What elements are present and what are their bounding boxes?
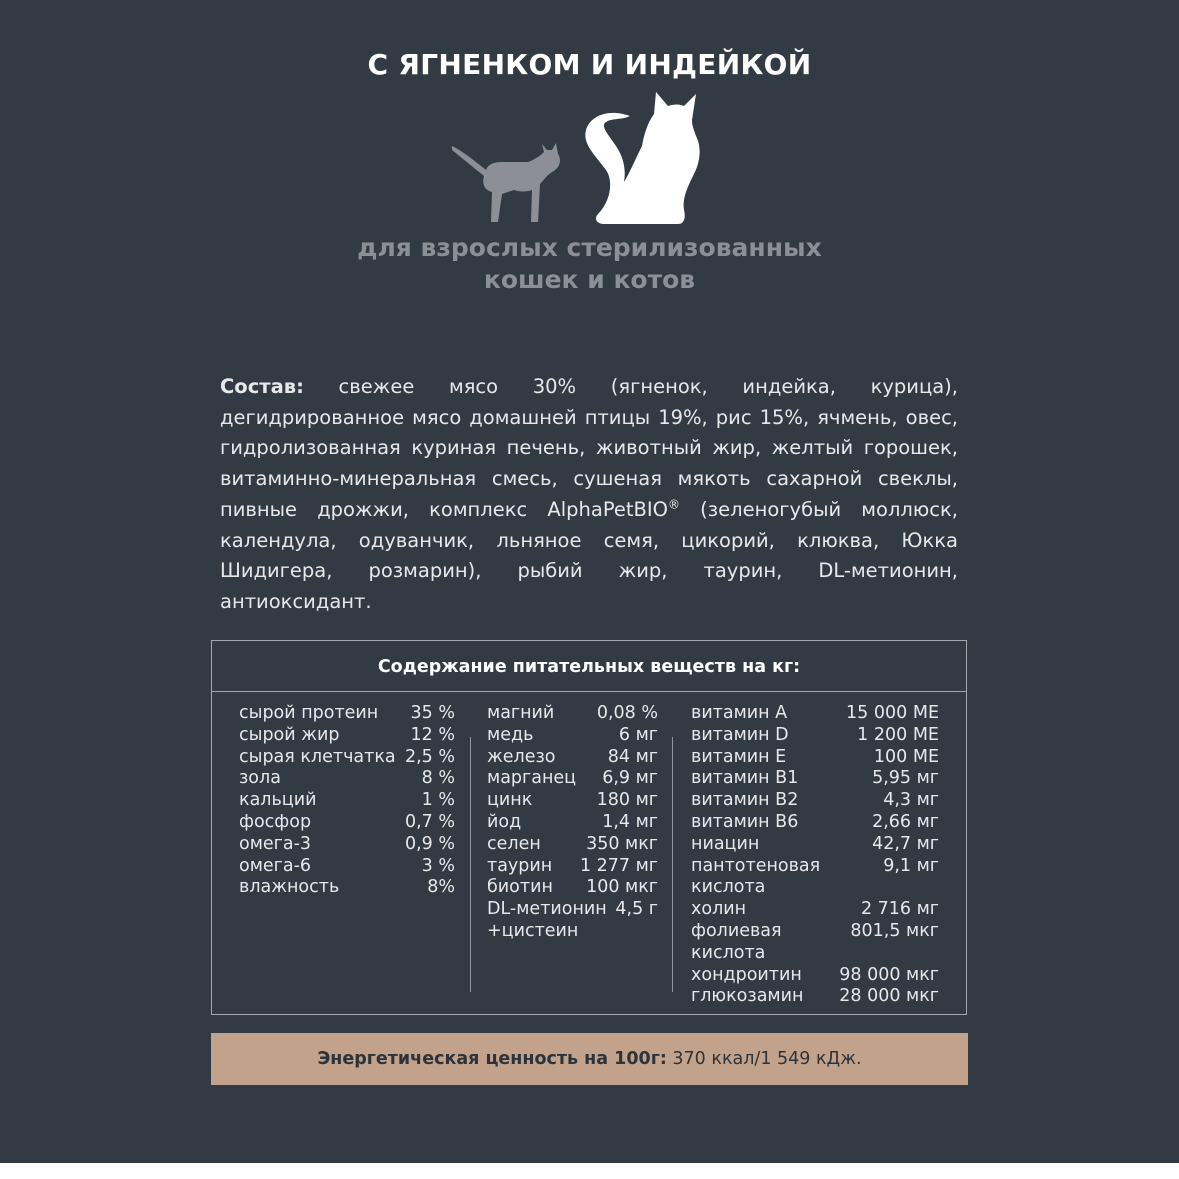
product-title: С ЯГНЕНКОМ И ИНДЕЙКОЙ [367,48,812,81]
column-divider-1 [470,737,471,992]
nutrient-value: 98 000 мкг [839,964,939,985]
cats-illustration [440,86,740,236]
nutrient-column-vitamins [691,703,939,1008]
nutrient-row [239,812,455,834]
nutrient-row [487,899,658,921]
nutrient-row [691,768,939,790]
nutrient-row [487,877,658,899]
nutrient-value: 8 % [421,768,455,789]
nutrient-name: хондроитин [691,964,802,985]
nutrient-name: витамин Е [691,746,787,767]
nutrient-name: кальций [239,790,317,811]
small-cat-silhouette-icon [452,143,560,222]
nutrient-row [691,703,939,725]
nutrient-row [487,921,658,943]
nutrient-value: 35 % [410,703,455,723]
nutrient-name: железо [487,746,556,767]
nutrient-row [487,790,658,812]
nutrient-value: 4,5 г [615,899,658,920]
nutrient-row [487,856,658,878]
nutrient-name: витамин B2 [691,790,799,811]
subtitle-line-2: кошек и котов [483,265,696,294]
nutrient-value: 1 % [421,790,455,811]
nutrient-name: кислота [691,877,766,898]
nutrient-value: 0,08 % [596,703,658,723]
nutrient-value: 8% [427,877,455,898]
nutrient-row [487,747,658,769]
nutrient-name: омега-6 [239,855,312,876]
energy-label: Энергетическая ценность на 100г: [317,1049,667,1069]
nutrient-row [691,899,939,921]
nutrient-name: медь [487,724,534,745]
nutrient-table [211,640,967,1015]
nutrient-value: 180 мг [596,790,658,811]
nutrient-column-minerals [487,703,658,943]
nutrient-row [691,921,939,943]
composition-body-2: (зеленогубый моллюск, календула, одуванчик, льняное семя, цикорий, клюква, Юкка Шидигера, розмарин), рыбий жир, таурин, DL-метионин, антиоксидант. [220,497,958,613]
nutrient-value: 0,7 % [404,811,455,832]
nutrient-name: магний [487,703,555,723]
nutrient-value: 28 000 мкг [839,986,939,1007]
nutrient-row [691,834,939,856]
nutrient-name: витамин А [691,703,788,723]
nutrient-value: 12 % [410,724,455,745]
nutrient-row [691,725,939,747]
nutrient-name: фосфор [239,811,312,832]
nutrient-row [239,790,455,812]
nutrient-name: йод [487,811,522,832]
nutrient-name: таурин [487,855,553,876]
nutrient-name: сырая клетчатка [239,746,396,767]
nutrient-name: влажность [239,877,340,898]
nutrient-name: селен [487,833,541,854]
nutrient-value: 42,7 мг [872,833,939,854]
nutrient-row [691,747,939,769]
composition-label: Состав: [220,375,304,398]
nutrient-name: холин [691,899,747,920]
nutrient-value: 1 200 МЕ [857,724,939,745]
nutrient-value: 2,5 % [404,746,455,767]
large-cat-silhouette-icon [585,92,699,224]
nutrient-row [239,856,455,878]
nutrient-value: 100 МЕ [873,746,939,767]
nutrient-name: фолиевая [691,920,782,941]
nutrient-value: 350 мкг [586,833,658,854]
nutrient-value: 6,9 мг [602,768,658,789]
composition-body-1: свежее мясо 30% (ягненок, индейка, курица), дегидрированное мясо домашней птицы 19%, рис 15%, ячмень, овес, гидролизованная куриная печень, животный жир, желтый горошек, витаминно-минеральная смесь, сушеная мякоть сахарной свеклы, пивные дрожжи, комплекс AlphaPetBIO [220,375,958,521]
nutrient-row [487,703,658,725]
nutrient-row [691,856,939,878]
nutrient-name: витамин B6 [691,811,799,832]
nutrient-value: 2 716 мг [860,899,939,920]
nutrient-name: сырой протеин [239,703,379,723]
nutrient-name: витамин B1 [691,768,799,789]
nutrient-value: 4,3 мг [883,790,939,811]
nutrient-name: омега-3 [239,833,312,854]
nutrient-row [239,747,455,769]
nutrient-row [691,943,939,965]
nutrient-name: пантотеновая [691,855,821,876]
target-audience [0,232,1179,296]
nutrient-value: 1,4 мг [602,811,658,832]
registered-mark: ® [668,497,681,512]
nutrient-name: сырой жир [239,724,340,745]
nutrient-value: 5,95 мг [872,768,939,789]
composition-text [220,372,958,618]
nutrient-value: 1 277 мг [579,855,658,876]
nutrient-row [239,725,455,747]
nutrient-row [691,812,939,834]
nutrient-name: цинк [487,790,533,811]
nutrient-value: 6 мг [618,724,658,745]
nutrient-value: 0,9 % [404,833,455,854]
nutrient-name: биотин [487,877,553,898]
nutrient-value: 84 мг [607,746,658,767]
energy-value: 370 ккал/1 549 кДж. [666,1049,862,1069]
nutrient-name: глюкозамин [691,986,804,1007]
nutrient-name: витамин D [691,724,789,745]
nutrient-value: 15 000 МЕ [846,703,939,723]
nutrient-row [239,834,455,856]
nutrient-name: кислота [691,942,766,963]
nutrient-row [239,703,455,725]
nutrient-row [691,790,939,812]
nutrient-row [487,725,658,747]
nutrient-value: 2,66 мг [872,811,939,832]
nutrient-row [691,986,939,1008]
nutrient-value: 9,1 мг [883,855,939,876]
nutrient-table-heading: Содержание питательных веществ на кг: [212,641,966,692]
nutrient-row [691,965,939,987]
nutrient-name: марганец [487,768,577,789]
nutrient-value: 100 мкг [586,877,658,898]
nutrient-row [239,768,455,790]
nutrient-row [691,877,939,899]
nutrient-name: ниацин [691,833,760,854]
nutrient-name: DL-метионин [487,899,607,920]
nutrient-value: 801,5 мкг [850,920,939,941]
nutrient-row [487,834,658,856]
nutrient-row [487,812,658,834]
nutrient-row [239,877,455,899]
nutrient-row [487,768,658,790]
nutrient-column-basic [239,703,455,899]
nutrient-name: зола [239,768,281,789]
energy-value-band [211,1033,968,1085]
nutrient-value: 3 % [421,855,455,876]
nutrient-name: +цистеин [487,920,579,941]
subtitle-line-1: для взрослых стерилизованных [357,233,822,262]
column-divider-2 [672,737,673,992]
